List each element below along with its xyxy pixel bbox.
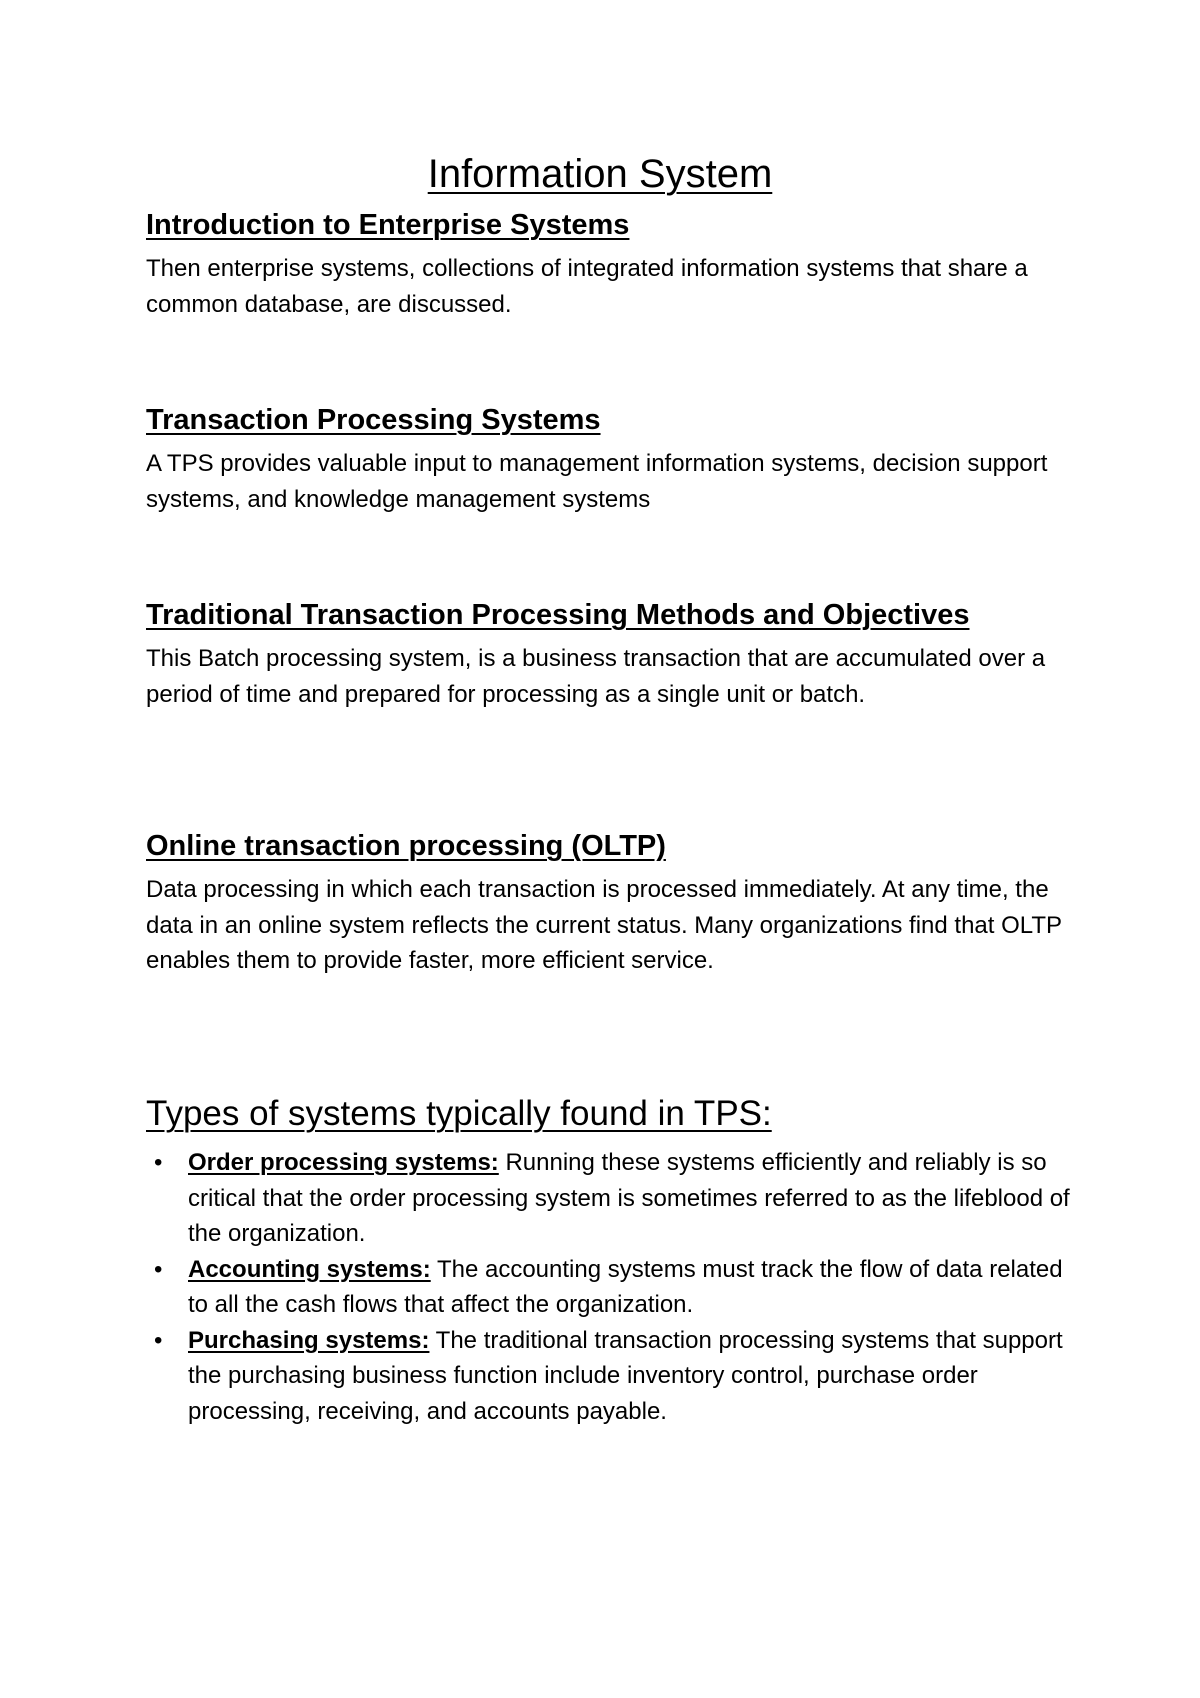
list-item-purchasing	[146, 1323, 1086, 1430]
types-heading: Types of systems typically found in TPS:	[146, 1094, 772, 1133]
section-body: Then enterprise systems, collections of integrated information systems that share a common database, are discussed.	[146, 255, 1028, 318]
section-heading: Online transaction processing (OLTP)	[146, 830, 666, 862]
list-item-text: The traditional transaction processing systems that support the purchasing business function include inventory control, purchase order processing, receiving, and accounts payable.	[188, 1326, 1063, 1425]
bullet-icon: •	[154, 1326, 163, 1354]
section-body: A TPS provides valuable input to management information systems, decision support systems, and knowledge management systems	[146, 450, 1048, 513]
section-enterprise-systems	[146, 207, 1086, 322]
section-heading: Traditional Transaction Processing Methods and Objectives	[146, 599, 970, 631]
section-tps	[146, 402, 1086, 517]
list-item-text: Running these systems efficiently and reliably is so critical that the order processing system is sometimes referred to as the lifeblood of the organization.	[188, 1149, 1070, 1247]
types-list	[146, 1145, 1086, 1429]
document-title: Information System	[427, 152, 773, 196]
list-item-term: Accounting systems:	[188, 1255, 431, 1283]
section-heading: Transaction Processing Systems	[146, 404, 601, 436]
bullet-icon: •	[154, 1149, 163, 1176]
list-item-text: The accounting systems must track the flow of data related to all the cash flows that affect the organization.	[188, 1255, 1063, 1318]
section-traditional-methods	[146, 597, 1086, 712]
list-item-accounting	[146, 1252, 1086, 1323]
list-item-term: Order processing systems:	[188, 1149, 499, 1176]
section-body: Data processing in which each transaction is processed immediately. At any time, the data in an online system reflects the current status. Many organizations find that OLTP enables them to provide faster, more efficient service.	[146, 876, 1062, 974]
section-oltp	[146, 828, 1086, 979]
list-item-order-processing	[146, 1145, 1086, 1252]
section-body: This Batch processing system, is a business transaction that are accumulated over a period of time and prepared for processing as a single unit or batch.	[146, 645, 1046, 708]
list-item-term: Purchasing systems:	[188, 1326, 430, 1354]
section-heading: Introduction to Enterprise Systems	[146, 209, 630, 241]
bullet-icon: •	[154, 1255, 163, 1283]
